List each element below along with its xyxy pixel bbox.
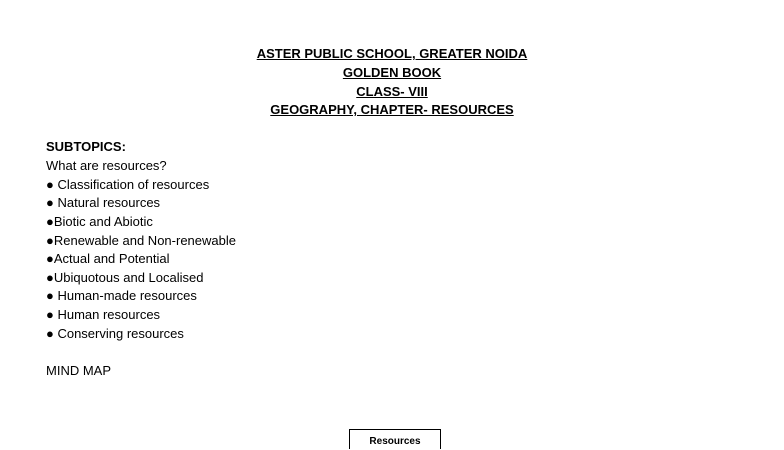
subtopics-intro: What are resources? xyxy=(46,158,167,173)
subtopic-item: ● Classification of resources xyxy=(46,177,210,192)
subtopics-title: SUBTOPICS: xyxy=(46,139,126,154)
subtopic-item: ● Human resources xyxy=(46,307,161,322)
mind-map-root-label: Resources xyxy=(369,436,421,447)
subtopic-item: ●Renewable and Non-renewable xyxy=(46,233,236,248)
subtopic-item: ●Actual and Potential xyxy=(46,251,170,266)
mind-map-label: MIND MAP xyxy=(46,363,111,378)
subtopic-item: ●Ubiquotous and Localised xyxy=(46,270,204,285)
subtopic-item: ● Natural resources xyxy=(46,195,161,210)
subtopic-item: ●Biotic and Abiotic xyxy=(46,214,153,229)
school-name-heading: ASTER PUBLIC SCHOOL, GREATER NOIDA xyxy=(256,46,528,61)
class-heading: CLASS- VIII xyxy=(356,84,428,99)
mind-map-root-node xyxy=(349,429,441,449)
subject-chapter-heading: GEOGRAPHY, CHAPTER- RESOURCES xyxy=(270,102,514,117)
subtopic-item: ● Human-made resources xyxy=(46,288,197,303)
subtopic-item: ● Conserving resources xyxy=(46,326,184,341)
book-title-heading: GOLDEN BOOK xyxy=(342,65,442,80)
